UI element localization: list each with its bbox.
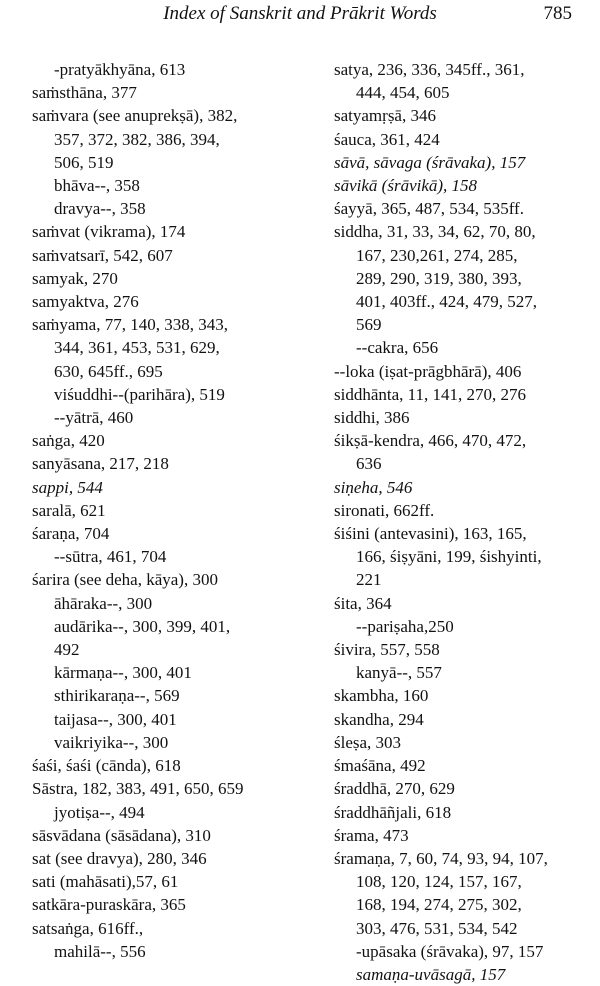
- index-entry: śaśi, śaśi (cānda), 618: [32, 756, 181, 776]
- index-subentry: -pratyākhyāna, 613: [54, 60, 186, 79]
- index-entry: saṅga, 420: [32, 431, 105, 451]
- index-subentry: --pariṣaha,250: [356, 616, 454, 636]
- index-entry: śayyā, 365, 487, 534, 535ff.: [334, 199, 524, 219]
- index-entry: śita, 364: [334, 593, 392, 613]
- index-subentry: taijasa--, 300, 401: [54, 709, 177, 729]
- running-header-title: Index of Sanskrit and Prākrit Words: [163, 3, 437, 24]
- index-entry: śarira (see deha, kāya), 300: [32, 570, 218, 590]
- index-subentry: sthirikaraṇa--, 569: [54, 686, 180, 706]
- index-column-left: [32, 58, 322, 963]
- index-entry: skandha, 294: [334, 709, 424, 729]
- index-entry: śramaṇa, 7, 60, 74, 93, 94, 107,: [334, 848, 548, 868]
- index-entry: sāsvādana (sāsādana), 310: [32, 825, 211, 845]
- index-entry: sat (see dravya), 280, 346: [32, 848, 207, 868]
- index-subentry: audārika--, 300, 399, 401,: [54, 616, 231, 636]
- index-subentry: vaikriyika--, 300: [54, 732, 169, 752]
- index-entry: sappi, 544: [32, 477, 103, 497]
- index-entry: satyamṛṣā, 346: [334, 106, 436, 126]
- index-entry: Sāstra, 182, 383, 491, 650, 659: [32, 779, 244, 799]
- index-entry: saṁyama, 77, 140, 338, 343,: [32, 315, 228, 335]
- index-subentry: 108, 120, 124, 157, 167,: [356, 872, 522, 892]
- index-subentry: 357, 372, 382, 386, 394,: [54, 129, 220, 149]
- index-subentry: 506, 519: [54, 152, 114, 172]
- index-subentry: 344, 361, 453, 531, 629,: [54, 338, 220, 358]
- index-entry: saṁvatsarī, 542, 607: [32, 245, 173, 265]
- index-subentry: --sūtra, 461, 704: [54, 547, 167, 567]
- index-subentry: 630, 645ff., 695: [54, 361, 163, 381]
- index-entry: śraddhāñjali, 618: [334, 802, 452, 822]
- index-subentry: 289, 290, 319, 380, 393,: [356, 268, 522, 288]
- index-subentry: --yātrā, 460: [54, 408, 134, 428]
- index-subentry: 569: [356, 315, 382, 335]
- index-subentry: -upāsaka (śrāvaka), 97, 157: [356, 941, 544, 961]
- index-entry: śiśini (antevasini), 163, 165,: [334, 524, 527, 544]
- index-subentry: 492: [54, 640, 80, 660]
- index-subentry: bhāva--, 358: [54, 176, 140, 196]
- index-subentry: dravya--, 358: [54, 199, 146, 219]
- index-entry: śivira, 557, 558: [334, 640, 440, 660]
- index-entry: śmaśāna, 492: [334, 756, 426, 776]
- index-entry: skambha, 160: [334, 686, 429, 706]
- index-entry: sanyāsana, 217, 218: [32, 454, 169, 474]
- index-entry: saṁsthāna, 377: [32, 83, 137, 103]
- index-subentry: jyotiṣa--, 494: [54, 802, 145, 822]
- index-entry: satya, 236, 336, 345ff., 361,: [334, 60, 525, 79]
- index-entry: sironati, 662ff.: [334, 500, 435, 520]
- index-entry: satkāra-puraskāra, 365: [32, 895, 186, 915]
- index-subentry: āhāraka--, 300: [54, 593, 153, 613]
- index-entry: sāvā, sāvaga (śrāvaka), 157: [334, 152, 526, 172]
- index-subentry: kārmaṇa--, 300, 401: [54, 663, 192, 683]
- index-subentry: 167, 230,261, 274, 285,: [356, 245, 518, 265]
- index-entry: samyak, 270: [32, 268, 118, 288]
- index-entry: saṁvat (vikrama), 174: [32, 222, 186, 242]
- index-entry: saralā, 621: [32, 500, 106, 520]
- index-entry: sāvikā (śrāvikā), 158: [334, 176, 478, 196]
- index-entry: śraddhā, 270, 629: [334, 779, 455, 799]
- index-subentry: viśuddhi--(parihāra), 519: [54, 384, 225, 404]
- index-entry: śikṣā-kendra, 466, 470, 472,: [334, 431, 527, 451]
- index-entry: saṁvara (see anuprekṣā), 382,: [32, 106, 238, 126]
- index-entry: śaraṇa, 704: [32, 524, 110, 544]
- index-entry: satsaṅga, 616ff.,: [32, 918, 144, 938]
- index-subentry: 168, 194, 274, 275, 302,: [356, 895, 522, 915]
- index-entry: siddha, 31, 33, 34, 62, 70, 80,: [334, 222, 536, 242]
- page-number: 785: [543, 3, 572, 24]
- index-entry: śauca, 361, 424: [334, 129, 440, 149]
- index-subentry: samaṇa-uvāsagā, 157: [356, 964, 506, 984]
- index-subentry: 444, 454, 605: [356, 83, 450, 103]
- index-subentry: mahilā--, 556: [54, 941, 146, 961]
- index-subentry: kanyā--, 557: [356, 663, 442, 683]
- index-entry: śleṣa, 303: [334, 732, 402, 752]
- index-subentry: 636: [356, 454, 382, 474]
- index-entry: śrama, 473: [334, 825, 409, 845]
- index-subentry: --cakra, 656: [356, 338, 439, 358]
- index-subentry: 303, 476, 531, 534, 542: [356, 918, 518, 938]
- index-subentry: 221: [356, 570, 382, 590]
- index-entry: --loka (iṣat-prāgbhārā), 406: [334, 361, 522, 381]
- index-subentry: 166, śiṣyāni, 199, śishyinti,: [356, 547, 542, 567]
- index-entry: siddhi, 386: [334, 408, 410, 428]
- index-entry: samyaktva, 276: [32, 292, 139, 312]
- index-column-right: [334, 58, 596, 986]
- index-entry: sati (mahāsati),57, 61: [32, 872, 179, 892]
- index-entry: siddhānta, 11, 141, 270, 276: [334, 384, 527, 404]
- index-entry: siṇeha, 546: [334, 477, 413, 497]
- index-subentry: 401, 403ff., 424, 479, 527,: [356, 292, 538, 312]
